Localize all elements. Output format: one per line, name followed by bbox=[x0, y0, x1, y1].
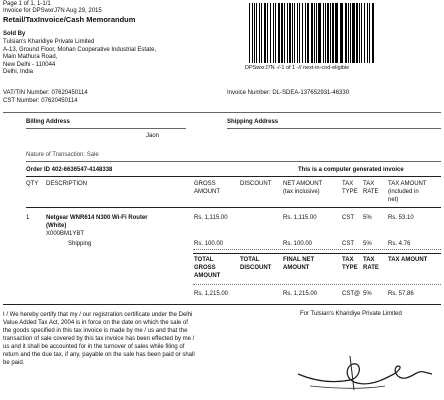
header-line: TAX bbox=[342, 257, 354, 263]
barcode-bar bbox=[299, 3, 300, 63]
seller-line: A-13, Ground Floor, Mohan Cooperative Industrial Estate, bbox=[3, 46, 157, 53]
item-tax-amount: Rs. 53.10 bbox=[388, 215, 414, 221]
declaration-line: transaction of sale covered by this tax invoice has been effected by me / bbox=[3, 336, 195, 342]
vat-tin-number: VAT/TIN Number: 07620450114 bbox=[3, 90, 88, 96]
page-label: Page 1 of 1, 1-1/1 bbox=[3, 1, 51, 7]
barcode-bar bbox=[372, 3, 374, 63]
header-line: TAX AMOUNT bbox=[388, 257, 428, 263]
header-line: (tax inclusive) bbox=[283, 189, 320, 195]
shipping-tax-type: CST bbox=[342, 241, 354, 247]
header-line: (included in bbox=[388, 189, 419, 195]
barcode-bar bbox=[287, 3, 288, 63]
final-net-value: Rs. 1,215.00 bbox=[283, 291, 318, 297]
header-line: GROSS bbox=[194, 265, 216, 271]
nature-of-transaction: Nature of Transaction: Sale bbox=[26, 152, 99, 158]
totals-row bbox=[26, 283, 444, 303]
barcode-bar bbox=[335, 3, 338, 63]
header-line: net) bbox=[388, 197, 399, 203]
barcode-bar bbox=[294, 3, 295, 63]
col-header-tax-rate bbox=[363, 180, 388, 210]
item-net: Rs. 1,115.00 bbox=[283, 215, 317, 221]
barcode-bar bbox=[345, 3, 347, 63]
total-tax-type-header bbox=[342, 253, 363, 283]
divider bbox=[26, 128, 186, 129]
divider bbox=[193, 253, 441, 254]
signatory-label: For Tulsian's Kharidiye Private Limited bbox=[300, 311, 402, 317]
divider bbox=[3, 304, 441, 305]
divider bbox=[26, 176, 441, 177]
header-line: TOTAL bbox=[194, 257, 214, 263]
barcode-bar bbox=[330, 3, 331, 63]
barcode-bar bbox=[289, 3, 291, 63]
header-line: TAX bbox=[363, 181, 375, 187]
barcode-bar bbox=[359, 3, 360, 63]
seller-line: Delhi, India bbox=[3, 69, 34, 76]
header-line: FINAL NET bbox=[283, 257, 315, 263]
header-line: DISCOUNT bbox=[240, 265, 272, 271]
barcode-bar bbox=[292, 3, 293, 63]
final-net-header bbox=[283, 253, 342, 283]
seller-line: Tulsian's Kharidiye Private Limited bbox=[3, 39, 95, 45]
col-header-discount: DISCOUNT bbox=[240, 181, 272, 187]
shipping-address-label: Shipping Address bbox=[227, 119, 279, 125]
declaration-line: be paid. bbox=[3, 360, 25, 366]
divider bbox=[193, 249, 441, 250]
barcode-bar bbox=[284, 3, 285, 63]
barcode-bar bbox=[364, 3, 365, 63]
divider bbox=[227, 128, 441, 129]
header-line: TAX AMOUNT bbox=[388, 181, 427, 187]
header-line: TAX bbox=[363, 257, 375, 263]
total-tax-amount-value: Rs. 57.86 bbox=[388, 291, 414, 297]
barcode-bar bbox=[249, 3, 250, 63]
barcode-bar bbox=[252, 3, 253, 63]
declaration-line: us and it shall be accounted for in the turnover of sales while filing of bbox=[3, 344, 185, 350]
shipping-net: Rs. 100.00 bbox=[283, 241, 313, 247]
barcode-bar bbox=[264, 3, 266, 63]
total-gross-header bbox=[194, 253, 240, 283]
col-header-description: DESCRIPTION bbox=[46, 181, 88, 187]
item-tax-rate: 5% bbox=[363, 215, 372, 221]
signature-image bbox=[290, 336, 440, 396]
header-line: AMOUNT bbox=[194, 273, 221, 279]
shipping-tax-amount: Rs. 4.76 bbox=[388, 241, 411, 247]
col-header-qty: QTY bbox=[26, 181, 39, 187]
divider bbox=[26, 207, 441, 208]
total-tax-amount-header bbox=[388, 253, 444, 283]
total-tax-rate-value: 5% bbox=[363, 291, 372, 297]
barcode-bar bbox=[307, 3, 309, 63]
table-header-row bbox=[26, 180, 444, 210]
item-name: (White) bbox=[46, 223, 67, 229]
barcode-bar bbox=[261, 3, 262, 63]
header-line: AMOUNT bbox=[283, 265, 310, 271]
barcode-bar bbox=[311, 3, 313, 63]
barcode-bar bbox=[350, 3, 351, 63]
header-line: RATE bbox=[363, 189, 379, 195]
header-line: TYPE bbox=[342, 189, 358, 195]
barcode-bar bbox=[367, 3, 368, 63]
header-line: GROSS bbox=[194, 181, 216, 187]
declaration-line: Value Added Tax Act, 2004 is in force on the date on which the sale of bbox=[3, 320, 188, 326]
invoice-for: Invoice for DPSwxrJ7N Aug 29, 2015 bbox=[3, 8, 102, 14]
barcode-bar bbox=[273, 3, 274, 63]
barcode-bar bbox=[267, 3, 268, 63]
barcode-bar bbox=[340, 3, 343, 63]
item-discount bbox=[240, 210, 283, 240]
barcode-bar bbox=[316, 3, 317, 63]
barcode-bar bbox=[327, 3, 329, 63]
total-tax-type-value: CST@ bbox=[342, 291, 361, 297]
cst-number: CST Number: 07620450114 bbox=[3, 98, 78, 104]
header-line: TYPE bbox=[342, 265, 358, 271]
total-discount-header bbox=[240, 253, 283, 283]
item-gross: Rs. 1,115.00 bbox=[194, 215, 228, 221]
declaration-line: the goods specified in this tax invoice is made by me / us and that the bbox=[3, 328, 188, 334]
item-sku: X000BM1YBT bbox=[46, 231, 85, 237]
page-title: Retail/TaxInvoice/Cash Memorandum bbox=[3, 15, 136, 24]
divider bbox=[3, 112, 441, 113]
col-header-tax-type bbox=[342, 180, 363, 210]
barcode-bar bbox=[348, 3, 349, 63]
shipping-tax-rate: 5% bbox=[363, 241, 372, 247]
barcode-bar bbox=[305, 3, 306, 63]
barcode-bar bbox=[302, 3, 303, 63]
col-header-gross bbox=[194, 180, 240, 210]
declaration-line: I / We hereby certify that my / our registration certificate under the Delhi bbox=[3, 312, 193, 318]
barcode-bar bbox=[281, 3, 283, 63]
computer-generated-note: This is a computer generated invoice bbox=[298, 167, 404, 173]
seller-address bbox=[3, 39, 156, 77]
barcode-bar bbox=[259, 3, 260, 63]
barcode-bar bbox=[270, 3, 271, 63]
barcode-caption: DPSwxrJ7N -/-1 of 1 -// next-in-cod-eligible bbox=[245, 65, 350, 71]
header-line: TAX bbox=[342, 181, 354, 187]
seller-line: Main Mathura Road, bbox=[3, 54, 58, 61]
barcode-bar bbox=[314, 3, 315, 63]
total-gross-value: Rs. 1,215.00 bbox=[194, 291, 229, 297]
sold-by-label: Sold By bbox=[3, 31, 26, 37]
header-line: AMOUNT bbox=[194, 189, 220, 195]
barcode-bar bbox=[332, 3, 334, 63]
header-line: RATE bbox=[363, 265, 379, 271]
barcode-bar bbox=[278, 3, 280, 63]
barcode-bar bbox=[297, 3, 298, 63]
total-tax-rate-header bbox=[363, 253, 388, 283]
barcode-bar bbox=[325, 3, 326, 63]
totals-header-row bbox=[26, 253, 444, 283]
barcode-bar bbox=[254, 3, 255, 63]
table-row-shipping bbox=[26, 240, 444, 253]
invoice-number: Invoice Number: DL-SDEA-137652931-46330 bbox=[227, 90, 350, 96]
declaration-text bbox=[3, 311, 195, 367]
order-id: Order ID 402-6636547-4148338 bbox=[26, 167, 113, 173]
barcode-bar bbox=[356, 3, 358, 63]
header-line: NET AMOUNT bbox=[283, 181, 323, 187]
barcode-bar bbox=[275, 3, 276, 63]
barcode-bar bbox=[369, 3, 370, 63]
barcode-bar bbox=[361, 3, 362, 63]
shipping-gross: Rs. 100.00 bbox=[194, 241, 224, 247]
declaration-line: return and the due tax, if any, payable on the sale has been paid or shall bbox=[3, 352, 195, 358]
item-qty: 1 bbox=[26, 215, 30, 221]
col-header-net bbox=[283, 180, 342, 210]
seller-line: New Delhi - 110044 bbox=[3, 61, 56, 68]
table-row-item bbox=[26, 210, 444, 240]
billing-address-label: Billing Address bbox=[26, 119, 70, 125]
divider bbox=[193, 284, 441, 285]
barcode-bar bbox=[318, 3, 321, 63]
divider bbox=[26, 161, 441, 162]
header-line: TOTAL bbox=[240, 257, 260, 263]
barcode-bar bbox=[256, 3, 257, 63]
item-name: Netgear WNR614 N300 Wi-Fi Router bbox=[46, 215, 148, 221]
barcode-bar bbox=[352, 3, 355, 63]
item-description bbox=[46, 210, 194, 240]
barcode-image bbox=[247, 3, 377, 63]
customer-name: Jaon bbox=[146, 133, 160, 139]
shipping-label: Shipping bbox=[68, 241, 92, 247]
item-tax-type: CST bbox=[342, 215, 354, 221]
col-header-tax-amount bbox=[388, 180, 444, 210]
barcode-bar bbox=[323, 3, 324, 63]
